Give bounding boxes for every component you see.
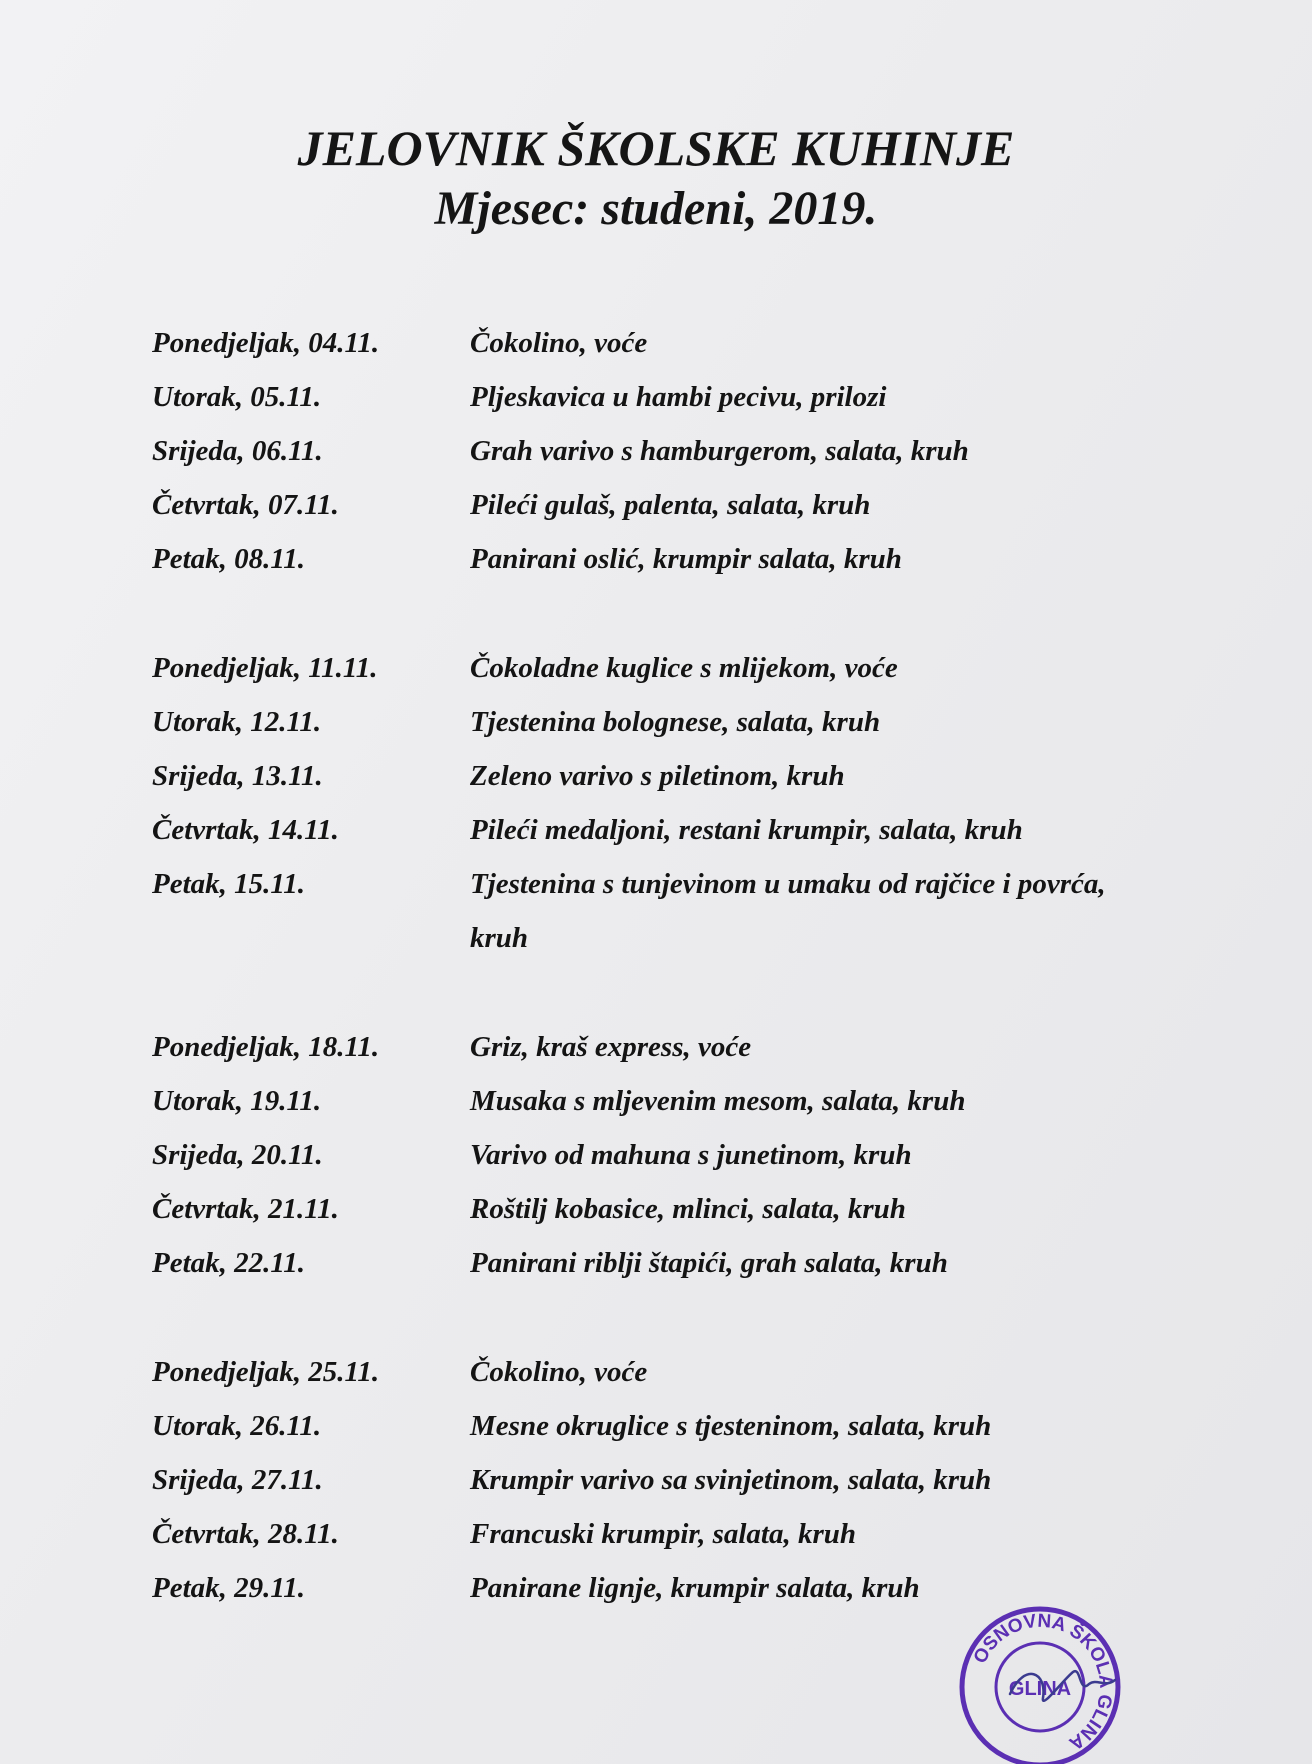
menu-row-continuation [152, 911, 1182, 965]
day-label: Petak, 22.11. [152, 1247, 306, 1279]
meal-text: Pljeskavica u hambi pecivu, prilozi [470, 381, 887, 413]
menu-row [152, 695, 1182, 749]
document-header [0, 118, 1312, 240]
meal-text: Panirani riblji štapići, grah salata, kruh [470, 1247, 948, 1279]
day-label: Četvrtak, 28.11. [152, 1518, 339, 1550]
week-3 [152, 1020, 1182, 1290]
meal-text: Čokoladne kuglice s mlijekom, voće [470, 652, 898, 684]
day-label: Utorak, 05.11. [152, 381, 322, 413]
menu-row [152, 370, 1182, 424]
day-label: Četvrtak, 14.11. [152, 814, 339, 846]
day-label [152, 911, 470, 965]
week-2 [152, 641, 1182, 965]
menu-row [152, 1507, 1182, 1561]
meal-text: Krumpir varivo sa svinjetinom, salata, kruh [470, 1464, 992, 1496]
meal-text: Mesne okruglice s tjesteninom, salata, kruh [470, 1410, 992, 1442]
meal-text: Griz, kraš express, voće [470, 1031, 752, 1063]
meal-text: Pileći gulaš, palenta, salata, kruh [470, 489, 871, 521]
day-label: Petak, 29.11. [152, 1572, 306, 1604]
menu-row [152, 1074, 1182, 1128]
day-label: Ponedjeljak, 25.11. [152, 1356, 380, 1388]
document-subtitle: Mjesec: studeni, 2019. [434, 182, 878, 235]
menu-row [152, 1182, 1182, 1236]
day-label: Četvrtak, 07.11. [152, 489, 339, 521]
document-title: JELOVNIK ŠKOLSKE KUHINJE [297, 120, 1015, 176]
day-label: Četvrtak, 21.11. [152, 1193, 339, 1225]
meal-text: Čokolino, voće [470, 1356, 648, 1388]
menu-row [152, 1236, 1182, 1290]
menu-row [152, 641, 1182, 695]
meal-text: Roštilj kobasice, mlinci, salata, kruh [470, 1193, 906, 1225]
day-label: Utorak, 12.11. [152, 706, 322, 738]
meal-text: Tjestenina s tunjevinom u umaku od rajčice i povrća, [470, 868, 1106, 900]
menu-row [152, 1345, 1182, 1399]
menu-row [152, 857, 1182, 911]
meal-text: Zeleno varivo s piletinom, kruh [470, 760, 845, 792]
menu-row [152, 316, 1182, 370]
meal-text: Pileći medaljoni, restani krumpir, salata, kruh [470, 814, 1023, 846]
day-label: Srijeda, 06.11. [152, 435, 323, 467]
menu-row [152, 424, 1182, 478]
day-label: Utorak, 26.11. [152, 1410, 322, 1442]
menu-row [152, 1020, 1182, 1074]
meal-text: Panirani oslić, krumpir salata, kruh [470, 543, 902, 575]
stamp-center-text: GLINA [1008, 1678, 1072, 1700]
menu-row [152, 749, 1182, 803]
day-label: Srijeda, 20.11. [152, 1139, 323, 1171]
menu-row [152, 1399, 1182, 1453]
day-label: Srijeda, 27.11. [152, 1464, 323, 1496]
meal-text: Panirane lignje, krumpir salata, kruh [470, 1572, 920, 1604]
meal-text: Varivo od mahuna s junetinom, kruh [470, 1139, 912, 1171]
school-stamp [955, 1602, 1125, 1764]
menu-row [152, 1453, 1182, 1507]
menu-row [152, 478, 1182, 532]
menu-row [152, 532, 1182, 586]
meal-text: Francuski krumpir, salata, kruh [470, 1518, 857, 1550]
stamp-ring-text: OSNOVNA ŠKOLA GLINA [969, 1610, 1117, 1754]
day-label: Ponedjeljak, 11.11. [152, 652, 378, 684]
day-label: Utorak, 19.11. [152, 1085, 322, 1117]
week-1 [152, 316, 1182, 586]
day-label: Srijeda, 13.11. [152, 760, 323, 792]
meal-text: Čokolino, voće [470, 327, 648, 359]
menu-row [152, 1128, 1182, 1182]
day-label: Ponedjeljak, 18.11. [152, 1031, 380, 1063]
menu-list [152, 316, 1182, 1670]
menu-row [152, 803, 1182, 857]
day-label: Petak, 08.11. [152, 543, 306, 575]
meal-text: kruh [470, 922, 529, 954]
meal-text: Tjestenina bolognese, salata, kruh [470, 706, 881, 738]
week-4 [152, 1345, 1182, 1615]
meal-text: Grah varivo s hamburgerom, salata, kruh [470, 435, 969, 467]
day-label: Ponedjeljak, 04.11. [152, 327, 380, 359]
meal-text: Musaka s mljevenim mesom, salata, kruh [470, 1085, 966, 1117]
day-label: Petak, 15.11. [152, 868, 306, 900]
